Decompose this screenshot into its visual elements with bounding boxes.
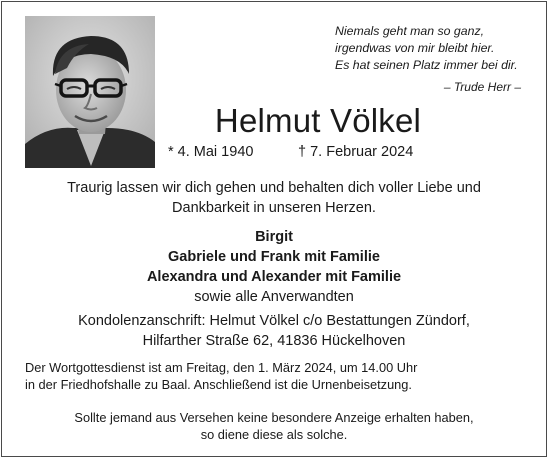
- condolence-line: Kondolenzanschrift: Helmut Völkel c/o Bestattungen Zündorf,: [78, 313, 470, 329]
- quote-line: Niemals geht man so ganz,: [335, 24, 485, 38]
- portrait-photo: [25, 16, 155, 168]
- death-date: † 7. Februar 2024: [298, 144, 414, 160]
- footer-line: Sollte jemand aus Versehen keine besondere Anzeige erhalten haben,: [74, 410, 474, 425]
- service-info: [25, 359, 417, 393]
- quote-author: – Trude Herr –: [443, 80, 521, 94]
- birth-date: * 4. Mai 1940: [168, 144, 254, 160]
- condolence-line: Hilfarther Straße 62, 41836 Hückelhoven: [142, 333, 406, 349]
- obituary-notice: [1, 1, 547, 457]
- footer-note: [2, 409, 546, 443]
- mourner-name: Gabriele und Frank mit Familie: [168, 249, 380, 265]
- message-line: Dankbarkeit in unseren Herzen.: [172, 200, 376, 216]
- portrait-image: [25, 16, 155, 168]
- quote-line: Es hat seinen Platz immer bei dir.: [335, 58, 518, 72]
- message-block: [2, 178, 546, 218]
- footer-line: so diene diese als solche.: [200, 427, 348, 442]
- mourners-others: sowie alle Anverwandten: [194, 289, 354, 305]
- mourner-name: Alexandra und Alexander mit Familie: [146, 269, 402, 285]
- mourner-name: Birgit: [255, 229, 293, 245]
- service-line: in der Friedhofshalle zu Baal. Anschließend ist die Urnenbeisetzung.: [25, 377, 412, 392]
- condolence-address: [2, 311, 546, 351]
- service-line: Der Wortgottesdienst ist am Freitag, den 1. März 2024, um 14.00 Uhr: [25, 360, 418, 375]
- quote-block: [335, 23, 535, 74]
- mourners-block: [2, 227, 546, 307]
- deceased-name: Helmut Völkel: [214, 102, 422, 139]
- quote-line: irgendwas von mir bleibt hier.: [335, 41, 495, 55]
- message-line: Traurig lassen wir dich gehen und behalten dich voller Liebe und: [67, 180, 481, 196]
